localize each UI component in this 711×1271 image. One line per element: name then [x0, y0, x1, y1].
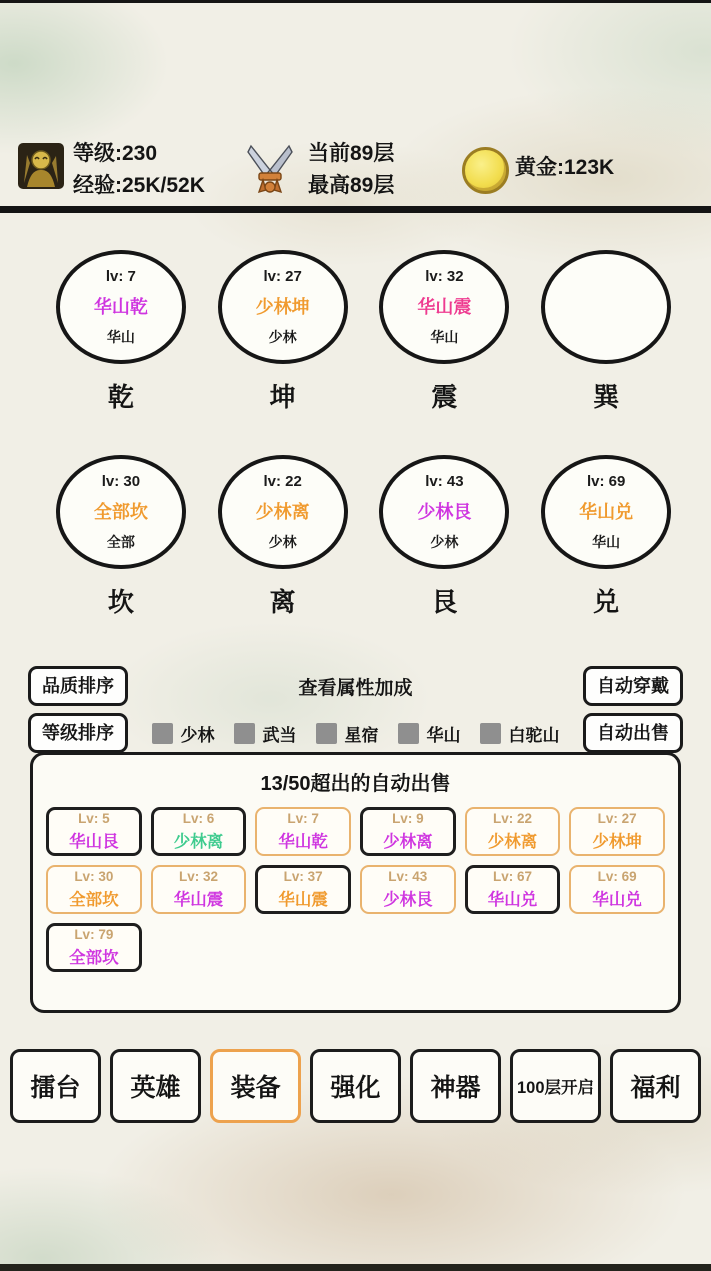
faction-legend-item[interactable] — [152, 721, 215, 746]
header-divider — [0, 206, 711, 213]
slot-trigram-label: 震 — [431, 382, 458, 412]
gold-amount: 黄金:123K — [515, 156, 615, 179]
slot-level-text: lv: 32 — [425, 267, 464, 285]
equipment-card[interactable] — [255, 865, 351, 914]
player-header — [0, 138, 711, 206]
card-level-text: Lv: 30 — [74, 869, 114, 884]
auto-sell-panel-title: 13/50超出的自动出售 — [260, 773, 451, 795]
card-level-text: Lv: 22 — [492, 811, 532, 826]
bottom-border-bar — [0, 1264, 711, 1271]
equipment-slot-circle[interactable] — [541, 455, 671, 569]
card-item-name: 少林离 — [383, 833, 433, 851]
slot-faction-text: 全部 — [106, 533, 135, 550]
card-level-text: Lv: 43 — [388, 869, 428, 884]
bottom-tab-强化[interactable]: 强化 — [310, 1049, 401, 1123]
card-item-name: 少林离 — [173, 833, 224, 851]
equipment-card[interactable] — [46, 923, 142, 972]
card-level-text: Lv: 37 — [283, 869, 323, 884]
card-item-name: 华山兑 — [592, 891, 642, 909]
card-level-text: Lv: 5 — [78, 811, 110, 826]
equipment-slot-circle[interactable] — [218, 455, 348, 569]
faction-swatch-icon — [316, 723, 337, 744]
card-item-name: 全部坎 — [69, 949, 119, 967]
card-level-text: Lv: 6 — [182, 811, 215, 826]
card-item-name: 华山艮 — [69, 833, 119, 851]
auto-sell-button[interactable]: 自动出售 — [583, 713, 683, 753]
slot-faction-text: 华山 — [430, 328, 459, 345]
faction-legend-label: 少林 — [180, 725, 215, 745]
slot-level-text: lv: 22 — [263, 472, 302, 490]
equipment-controls — [0, 666, 711, 753]
equipment-card[interactable] — [46, 865, 142, 914]
slot-trigram-label: 兑 — [593, 587, 620, 617]
equipment-card[interactable] — [46, 807, 142, 856]
slot-level-text: lv: 30 — [101, 472, 141, 490]
slot-level-text: lv: 43 — [425, 472, 464, 490]
slot-faction-text: 少林 — [268, 328, 297, 345]
equipment-slot-circle[interactable] — [379, 455, 509, 569]
slot-trigram-label: 巽 — [593, 382, 620, 412]
current-floor: 当前89层 — [308, 142, 395, 165]
faction-legend-label: 白驼山 — [508, 725, 560, 745]
slot-faction-text: 华山 — [592, 533, 621, 550]
view-attribute-bonus-button[interactable]: 查看属性加成 — [292, 672, 418, 701]
equipment-slot-cell — [202, 455, 364, 619]
top-border-line — [0, 0, 711, 3]
card-level-text: Lv: 7 — [287, 811, 319, 826]
bottom-tab-装备[interactable]: 装备 — [210, 1049, 301, 1123]
slot-trigram-label: 坤 — [269, 382, 296, 412]
equipment-card[interactable] — [569, 865, 665, 914]
equipment-slot-row-2 — [0, 455, 711, 619]
crossed-swords-icon — [243, 140, 297, 198]
slot-level-text: lv: 69 — [586, 472, 626, 490]
gold-coin-icon — [462, 147, 509, 194]
faction-legend-item[interactable] — [316, 721, 379, 746]
player-exp: 经验:25K/52K — [73, 174, 205, 197]
sort-by-level-button[interactable]: 等级排序 — [28, 713, 128, 753]
faction-swatch-icon — [398, 723, 419, 744]
slot-level-text: lv: 7 — [105, 267, 136, 285]
slot-trigram-label: 艮 — [431, 587, 458, 617]
equipment-card-grid — [46, 807, 665, 972]
avatar-icon — [18, 143, 64, 189]
equipment-slot-cell — [40, 250, 202, 414]
equipment-slot-circle[interactable] — [56, 250, 186, 364]
slot-faction-text: 华山 — [106, 328, 135, 345]
card-level-text: Lv: 9 — [392, 811, 424, 826]
slot-level-text: lv: 27 — [263, 267, 302, 285]
card-item-name: 全部坎 — [69, 891, 119, 909]
bottom-tab-福利[interactable]: 福利 — [610, 1049, 701, 1123]
bottom-tab-bar — [0, 1049, 711, 1123]
equipment-slot-circle[interactable] — [56, 455, 186, 569]
slot-faction-text: 少林 — [268, 533, 297, 550]
equipment-slot-row-1 — [0, 250, 711, 414]
card-item-name: 华山震 — [278, 891, 328, 909]
equipment-slot-cell — [40, 455, 202, 619]
card-level-text: Lv: 32 — [178, 869, 218, 884]
card-item-name: 少林坤 — [592, 833, 642, 851]
bottom-tab-神器[interactable]: 神器 — [410, 1049, 501, 1123]
slot-item-name: 华山兑 — [579, 501, 634, 522]
equipment-card[interactable] — [465, 865, 561, 914]
card-level-text: Lv: 69 — [597, 869, 637, 884]
slot-trigram-label: 离 — [269, 587, 296, 617]
equipment-card[interactable] — [151, 807, 247, 856]
bottom-tab-擂台[interactable]: 擂台 — [10, 1049, 101, 1123]
bottom-tab-英雄[interactable]: 英雄 — [110, 1049, 201, 1123]
slot-item-name: 全部坎 — [93, 501, 148, 522]
equipment-slot-circle[interactable] — [541, 250, 671, 364]
faction-legend-item[interactable] — [480, 721, 560, 746]
faction-legend-item[interactable] — [234, 721, 297, 746]
faction-swatch-icon — [480, 723, 501, 744]
faction-legend-label: 武当 — [262, 725, 297, 745]
equipment-card[interactable] — [360, 807, 456, 856]
slot-item-name: 少林离 — [255, 501, 310, 522]
card-item-name: 少林艮 — [383, 891, 433, 909]
faction-legend — [152, 721, 560, 746]
faction-legend-label: 华山 — [426, 725, 461, 745]
card-item-name: 华山乾 — [278, 833, 328, 851]
equipment-card[interactable] — [569, 807, 665, 856]
sort-by-quality-button[interactable]: 品质排序 — [28, 666, 128, 706]
card-item-name: 华山兑 — [487, 891, 538, 909]
slot-item-name: 少林艮 — [417, 501, 472, 522]
equipment-slot-cell — [364, 455, 526, 619]
equipment-slot-cell — [525, 455, 687, 619]
card-item-name: 少林离 — [487, 833, 538, 851]
equipment-slot-cell — [202, 250, 364, 414]
equipment-card[interactable] — [360, 865, 456, 914]
max-floor: 最高89层 — [308, 174, 395, 197]
faction-legend-item[interactable] — [398, 721, 461, 746]
card-level-text: Lv: 79 — [74, 927, 114, 942]
card-level-text: Lv: 67 — [492, 869, 532, 884]
slot-item-name: 华山震 — [417, 296, 472, 317]
equipment-slot-cell — [525, 250, 687, 414]
slot-trigram-label: 坎 — [107, 587, 134, 617]
slot-trigram-label: 乾 — [107, 382, 134, 412]
faction-legend-label: 星宿 — [344, 725, 379, 745]
faction-swatch-icon — [152, 723, 173, 744]
equipment-slot-circle[interactable] — [379, 250, 509, 364]
faction-swatch-icon — [234, 723, 255, 744]
card-level-text: Lv: 27 — [597, 811, 637, 826]
slot-item-name: 少林坤 — [255, 296, 310, 317]
bottom-tab-100层开启[interactable]: 100层开启 — [510, 1049, 601, 1123]
auto-sell-panel — [30, 752, 681, 1013]
equipment-slot-circle[interactable] — [218, 250, 348, 364]
player-avatar — [18, 143, 64, 189]
card-item-name: 华山震 — [173, 891, 224, 909]
auto-wear-button[interactable]: 自动穿戴 — [583, 666, 683, 706]
equipment-card[interactable] — [151, 865, 247, 914]
player-level: 等级:230 — [73, 142, 158, 165]
equipment-card[interactable] — [255, 807, 351, 856]
slot-faction-text: 少林 — [430, 533, 459, 550]
slot-item-name: 华山乾 — [93, 296, 148, 317]
equipment-slot-cell — [364, 250, 526, 414]
equipment-card[interactable] — [465, 807, 561, 856]
